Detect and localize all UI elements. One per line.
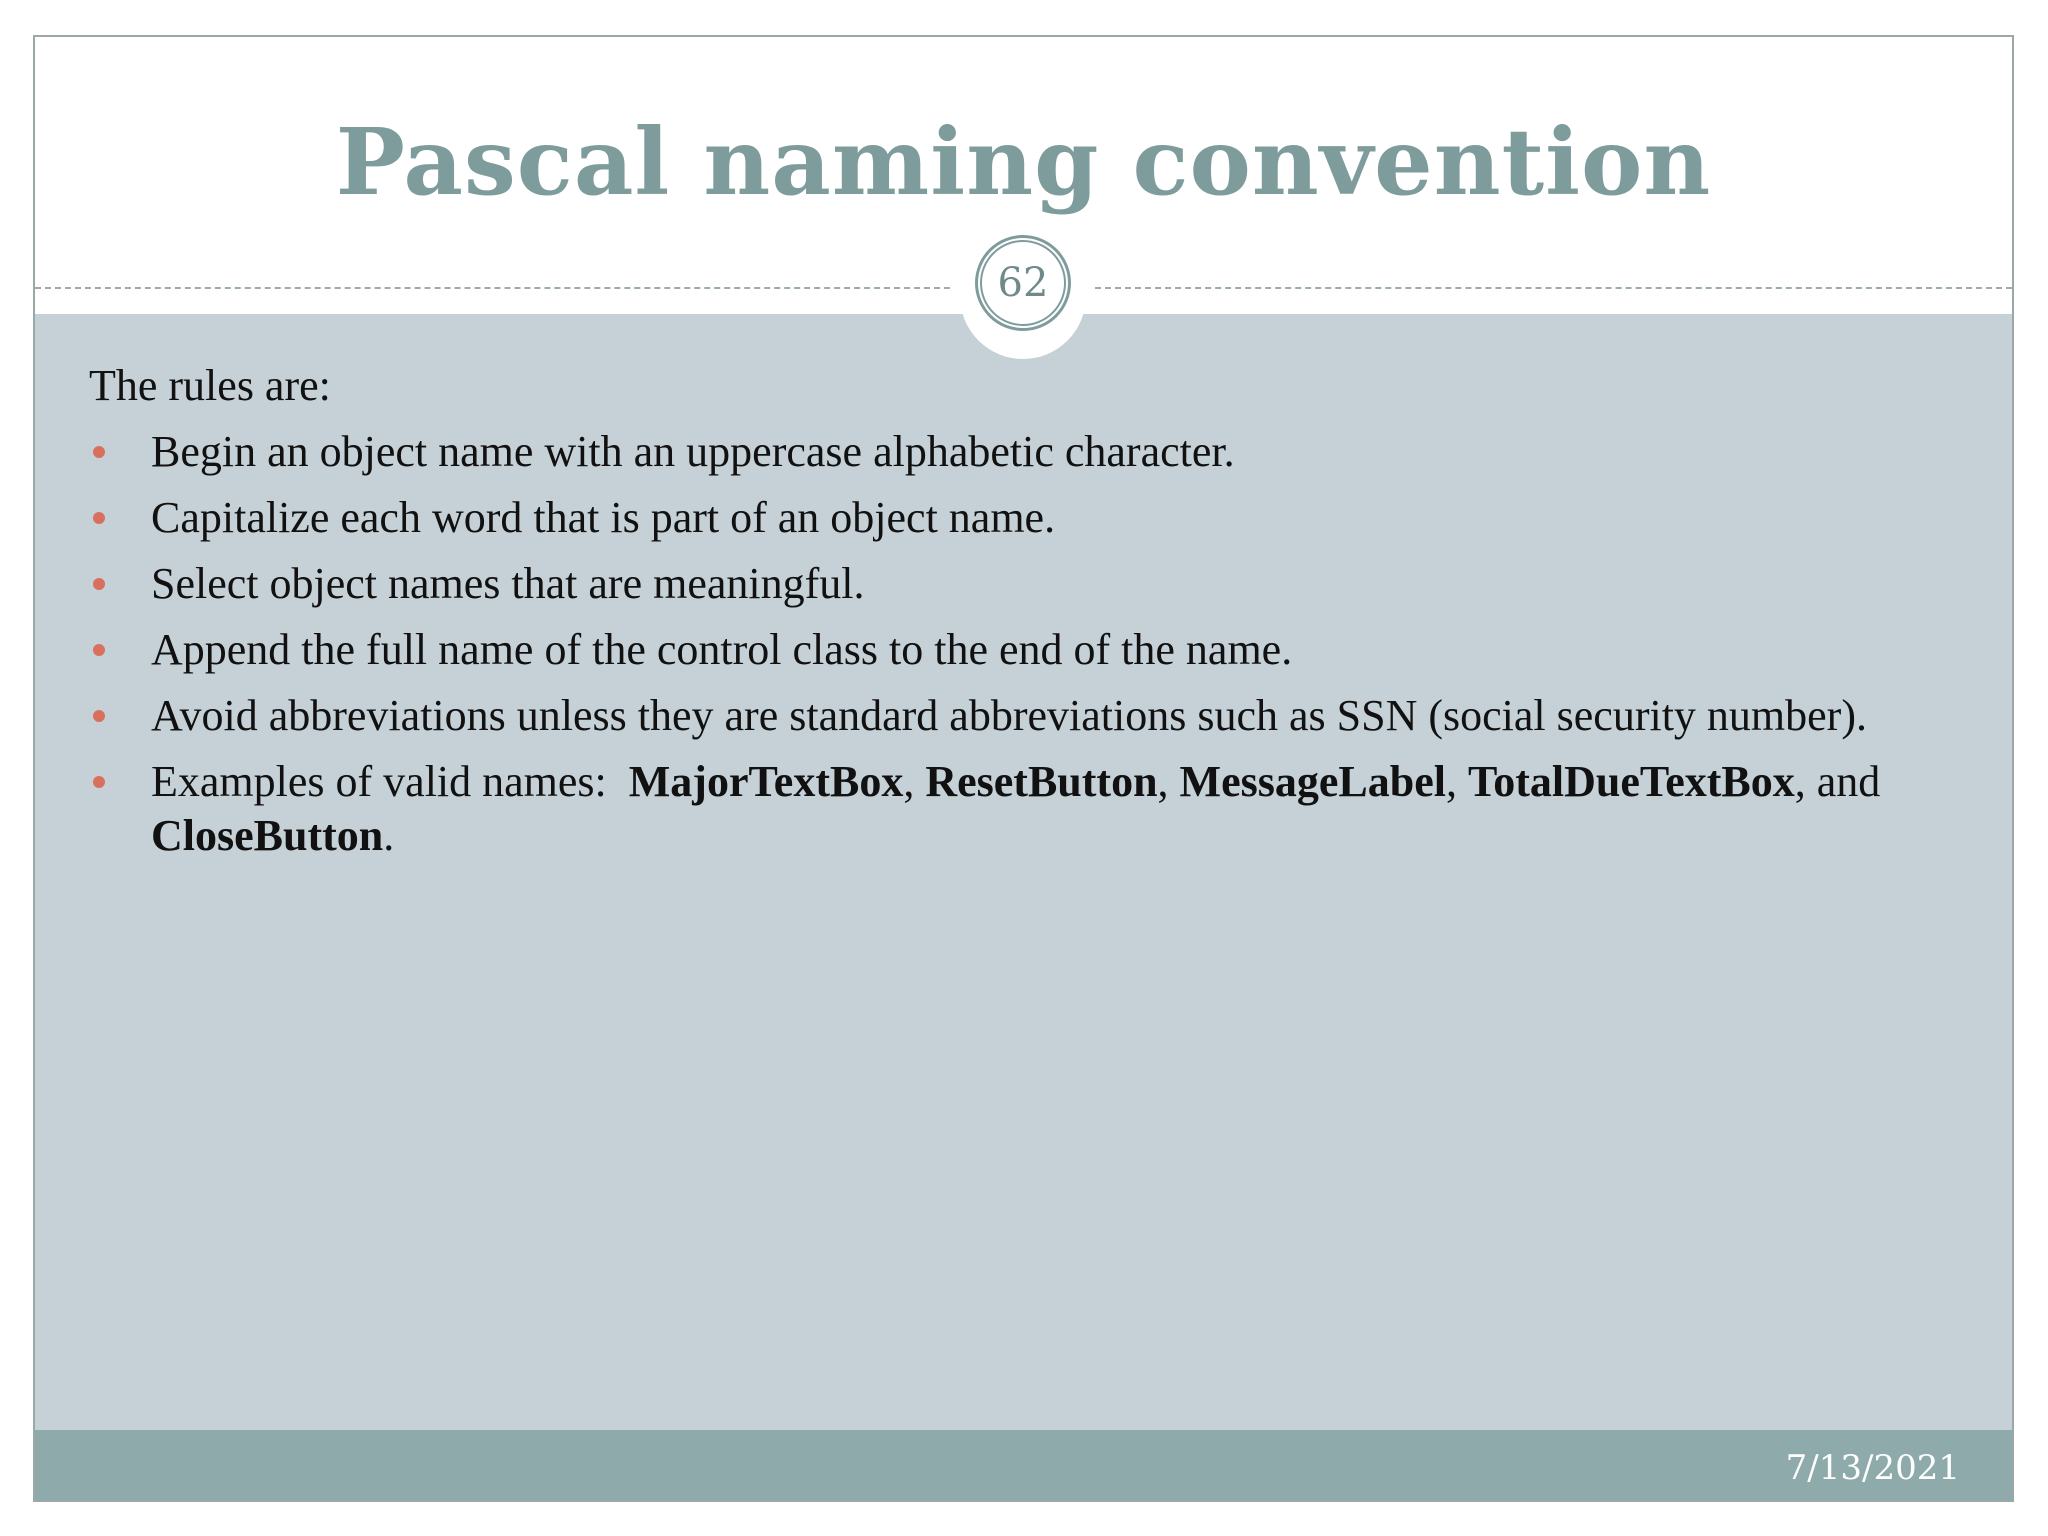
list-item [89,425,1969,479]
slide-title: Pascal naming convention [335,108,1712,216]
list-item [89,623,1969,677]
example-name: CloseButton [151,811,384,860]
examples-separator: , [903,757,926,806]
rule-text: Append the full name of the control class to the end of the name. [151,625,1293,674]
bullet-icon [93,776,105,788]
rule-text: Select object names that are meaningful. [151,559,865,608]
list-item [89,491,1969,545]
examples-prefix: Examples of valid names: [151,757,629,806]
intro-text: The rules are: [89,361,331,410]
example-name: TotalDueTextBox [1467,757,1795,806]
bullet-icon [93,644,105,656]
divider-right [1095,287,2012,289]
examples-separator: , [1445,757,1468,806]
bullet-icon [93,710,105,722]
example-name: MessageLabel [1179,757,1446,806]
bullet-icon [93,446,105,458]
rules-list [89,425,1969,863]
rule-text: Capitalize each word that is part of an object name. [151,493,1056,542]
slide-date: 7/13/2021 [1785,1448,1960,1488]
slide-body [89,359,1969,875]
divider-left [35,287,950,289]
bullet-icon [93,512,105,524]
example-name: ResetButton [925,757,1158,806]
bullet-icon [93,578,105,590]
list-item [89,689,1969,743]
examples-separator: , [1157,757,1180,806]
example-name: MajorTextBox [628,757,904,806]
examples-separator: , and [1794,757,1881,806]
rule-text: Avoid abbreviations unless they are standard abbreviations such as SSN (social security number). [151,691,1867,740]
rule-text: Begin an object name with an uppercase alphabetic character. [151,427,1235,476]
list-item-examples [89,755,1969,863]
page-number: 62 [980,240,1066,326]
slide [33,35,2014,1502]
footer-bar [35,1430,2012,1500]
examples-end: . [383,811,395,860]
list-item [89,557,1969,611]
